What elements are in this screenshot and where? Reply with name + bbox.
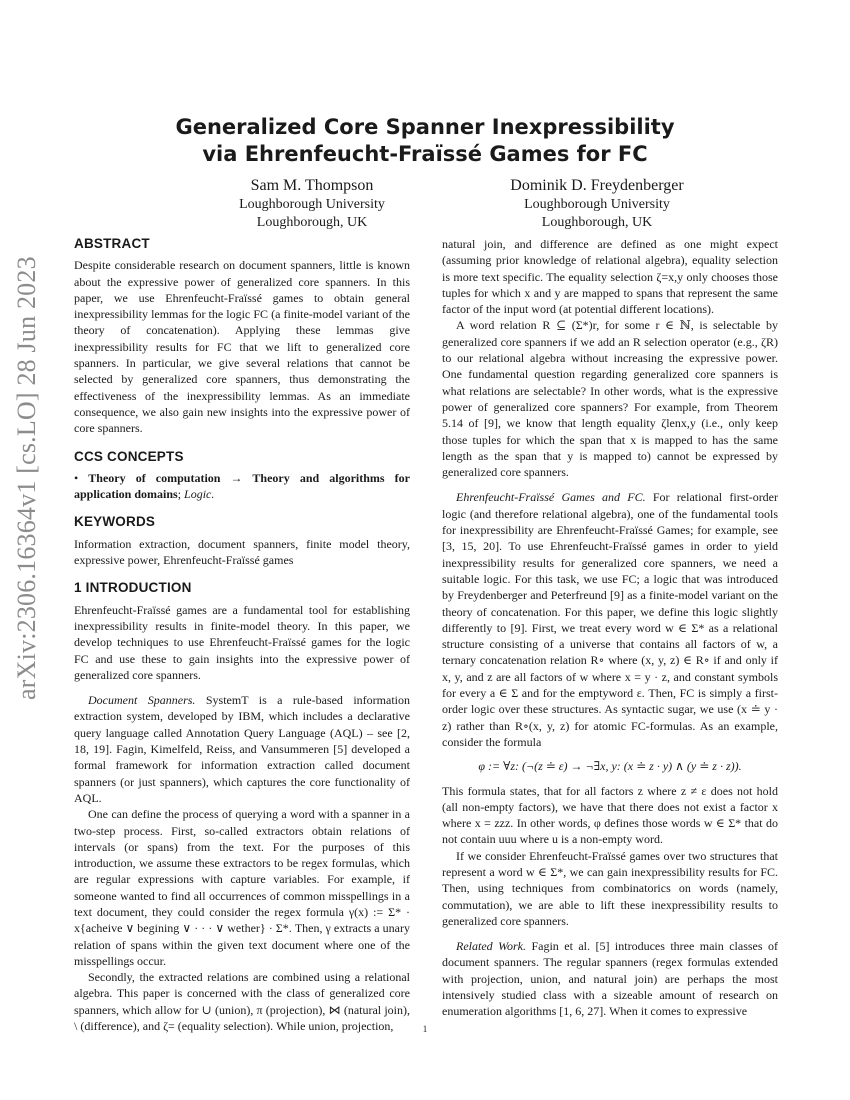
page-number: 1 <box>422 1024 428 1034</box>
intro-paragraph-3: One can define the process of querying a word with a spanner in a two-step process. First, so-called extractors obtain relations of intervals (or spans) from the text. For the purposes of this introduction, we assume these extractors to be regex formulas, which are regular expressions with capture variables. For example, if someone wanted to find all occurrences of common misspellings in a text document, they could consider the regex formula γ(x) := Σ* · x{acheive ∨ begining ∨ · · · ∨ wether} · Σ*. Then, γ extracts a unary relation of spans within the given text document where one of the misspellings occur. <box>74 807 410 968</box>
keywords-text: Information extraction, document spanners, finite model theory, expressive power, Ehrenfeucht-Fraïssé games <box>74 536 410 568</box>
ccs-bullet: • <box>74 470 79 485</box>
arxiv-stamp: arXiv:2306.16364v1 [cs.LO] 28 Jun 2023 <box>12 256 41 700</box>
right-paragraph-2: A word relation R ⊆ (Σ*)r, for some r ∈ ℕ, is selectable by generalized core spanners if we add an R selection operator (e.g., ζR) to our relational algebra without increasing the expressive power. One fundamental question regarding generalized core spanners is what relations are selectable? In other words, what is the expressive power of generalized core spanners? For example, from Theorem 5.14 of [9], we know that length equality ζlenx,y (i.e., only keep those tuples for which the span that x is mapped to has the same length as the span that y is mapped to) cannot be expressed by generalized core spanners. <box>442 318 778 480</box>
title-line-1: Generalized Core Spanner Inexpressibility <box>175 115 675 139</box>
author-block-1 <box>162 176 462 232</box>
right-column <box>442 236 778 1020</box>
abstract-heading: ABSTRACT <box>74 236 150 251</box>
right-paragraph-1: natural join, and difference are defined as one might expect (assuming prior knowledge of relational algebra), equality selection is more text specific. The equality selection ζ=x,y only chooses those tuples for which x and y are mapped to spans that represent the same factor of the input word (at potential different locations). <box>442 237 778 317</box>
abstract-text: Despite considerable research on document spanners, little is known about the expressive power of generalized core spanners. In this paper, we use Ehrenfeucht-Fraïssé games to obtain general inexpressibility lemmas for the logic FC (a finite-model variant of the theory of concatenation). Applying these lemmas give inexpressibility results for FC that we lift to generalized core spanners. In particular, we give several relations that cannot be selected by generalized core spanners, thus demonstrating the effectiveness of the inexpressibility lemmas. As an immediate consequence, we also gain new insights into the expressive power of core spanners. <box>74 258 410 436</box>
paragraph-body: SystemT is a rule-based information extraction system, developed by IBM, which includes a declarative query language called Annotation Query Language (AQL) – see [2, 18, 19]. Fagin, Kimelfeld, Reiss, and Vansummeren [5] developed a formal framework for information extraction called document spanners (or just spanners), which captures the core functionality of AQL. <box>74 693 410 805</box>
author-affiliation: Loughborough University <box>239 197 385 212</box>
ccs-bold: Theory of computation → Theory and algorithms for application domains <box>74 470 411 502</box>
keywords-heading: KEYWORDS <box>74 514 156 530</box>
author-location: Loughborough, UK <box>256 215 368 230</box>
intro-paragraph-2 <box>74 692 410 806</box>
paragraph-body: For relational first-order logic (and therefore relational algebra), one of the fundamental tools for inexpressibility are Ehrenfeucht-Fraïssé Games; for example, see [3, 15, 20]. To use Ehrenfeucht-Fraïssé games in order to yield inexpressibility results for generalized core spanners, we need a suitable logic. For this task, we use FC; a logic that was introduced by Freydenberger and Peterfreund [9] as a finite-model variant on the theory of concatenation. For this paper, we define this logic slightly differently to [9]. First, we treat every word w ∈ Σ* as a relational structure consisting of a universe that contains all factors of w, a ternary concatenation relation R∘ where (x, y, z) ∈ R∘ if and only if x, y, and z are all factors of w where x = y · z, and constant symbols for every a ∈ Σ and for the emptyword ε. Then, FC is simply a first-order logic over these structures. As syntactic sugar, we use (x ≐ y · z) rather than R∘(x, y, z) for atomic FC-formulas. As an example, consider the formula <box>442 490 779 749</box>
right-paragraph-5: If we consider Ehrenfeucht-Fraïssé games over two structures that represent a word w ∈ Σ*, we can gain inexpressibility results for FC. Then, using techniques from combinatorics on words (namely, commutation), we are able to lift these inexpressibility results to generalized core spanners. <box>442 848 778 928</box>
intro-paragraph-4: Secondly, the extracted relations are combined using a relational algebra. This paper is concerned with the class of generalized core spanners, which allow for ∪ (union), π (projection), ⋈ (natural join), \ (difference), and ζ= (equality selection). While union, projection, <box>74 970 410 1034</box>
paper-title <box>0 114 850 168</box>
right-paragraph-3 <box>442 489 778 750</box>
formula: φ := ∀z: (¬(z ≐ ε) → ¬∃x, y: (x ≐ z · y) ∧ (y ≐ z · z)). <box>478 759 742 774</box>
ccs-separator: ; <box>177 487 185 502</box>
author-block-2 <box>447 176 747 232</box>
author-location: Loughborough, UK <box>541 215 653 230</box>
intro-heading: 1 INTRODUCTION <box>74 580 192 596</box>
ccs-heading: CCS CONCEPTS <box>74 448 184 464</box>
right-paragraph-4: This formula states, that for all factors z where z ≠ ε does not hold (all non-empty factors), we have that there does not exist a factor x where x = zzz. In other words, φ defines those words w ∈ Σ* that do not contain uuu where u is a non-empty word. <box>442 783 778 847</box>
author-affiliation: Loughborough University <box>524 197 670 212</box>
left-column <box>74 236 410 1034</box>
author-name: Sam M. Thompson <box>250 177 374 194</box>
paragraph-lead: Related Work. <box>456 939 526 954</box>
author-name: Dominik D. Freydenberger <box>510 177 684 194</box>
paragraph-lead: Document Spanners. <box>88 693 196 708</box>
title-line-2: via Ehrenfeucht-Fraïssé Games for FC <box>202 142 648 166</box>
intro-paragraph-1: Ehrenfeucht-Fraïssé games are a fundamental tool for establishing inexpressibility results in finite-model theory. In this paper, we develop techniques to use Ehrenfeucht-Fraïssé games for the logic FC and use these to gain insights into the expressive power of generalized core spanners. <box>74 602 410 682</box>
ccs-text <box>74 470 410 503</box>
ccs-tail: Logic. <box>184 487 215 502</box>
right-paragraph-6 <box>442 938 778 1019</box>
paragraph-body: Fagin et al. [5] introduces three main classes of document spanners. The regular spanners (regex formulas extended with projection, union, and natural join) are perhaps the most intensively studied class with a sizeable amount of research on enumeration algorithms [1, 6, 27]. When it comes to expressive <box>442 939 778 1019</box>
paragraph-lead: Ehrenfeucht-Fraïssé Games and FC. <box>456 490 646 505</box>
